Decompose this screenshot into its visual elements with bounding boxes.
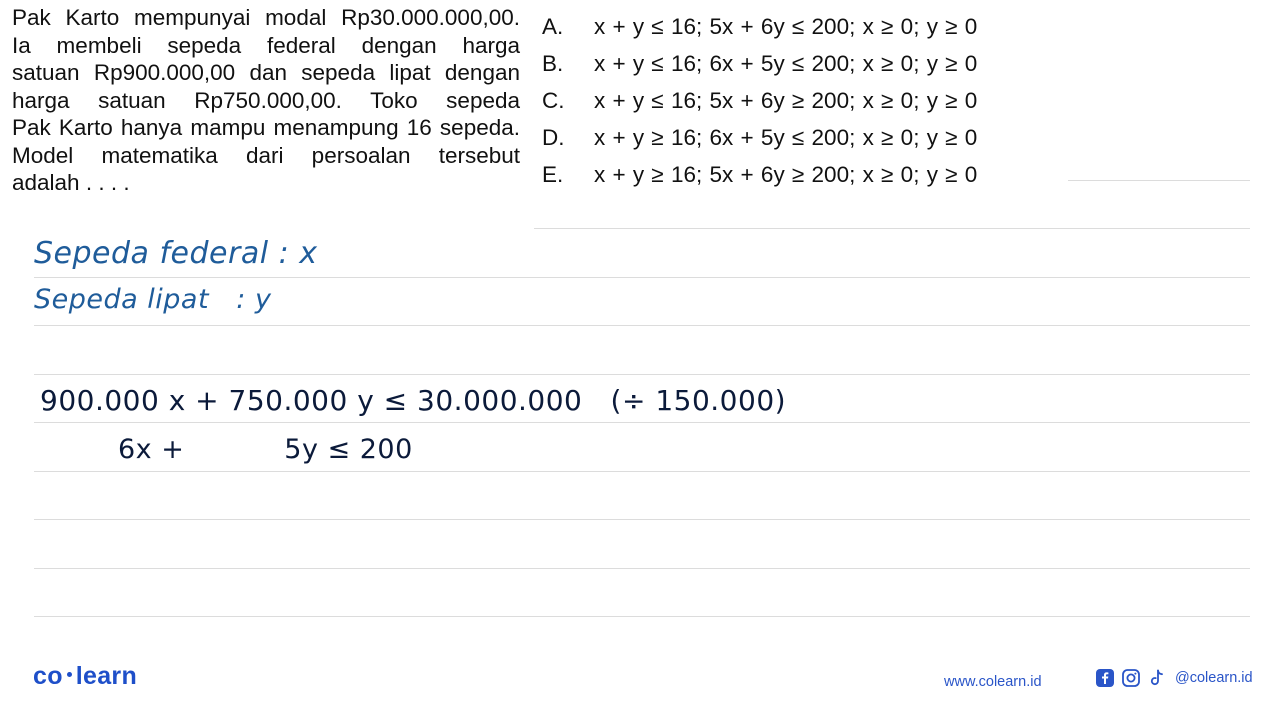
option-letter: E. <box>542 162 564 187</box>
option-letter: C. <box>542 88 565 113</box>
note-equation-original: 900.000 x + 750.000 y ≤ 30.000.000 (÷ 150.000) <box>40 384 787 417</box>
ruled-line <box>1068 180 1250 181</box>
ruled-line <box>34 519 1250 520</box>
ruled-line <box>34 616 1250 617</box>
option-c <box>542 82 977 119</box>
colearn-logo <box>33 662 137 691</box>
ruled-line <box>34 471 1250 472</box>
option-letter: D. <box>542 125 565 150</box>
question-line: adalah . . . . <box>12 170 130 195</box>
website-link[interactable]: www.colearn.id <box>944 674 1042 690</box>
answer-options <box>542 8 977 193</box>
option-text: x + y ≥ 16; 6x + 5y ≤ 200; x ≥ 0; y ≥ 0 <box>594 125 978 150</box>
question-line: Model matematika dari persoalan tersebut <box>12 142 520 168</box>
question-line: Pak Karto mempunyai modal Rp30.000.000,00. <box>12 5 520 30</box>
logo-part-co: co <box>33 662 63 690</box>
ruled-line <box>34 422 1250 423</box>
tiktok-icon[interactable] <box>1147 668 1167 688</box>
option-letter: A. <box>542 14 564 39</box>
facebook-icon[interactable] <box>1095 668 1115 688</box>
note-variable-x: Sepeda federal : x <box>34 236 318 271</box>
ruled-line <box>34 374 1250 375</box>
logo-dot <box>67 672 72 677</box>
note-variable-y: Sepeda lipat : y <box>34 284 272 315</box>
question-text <box>12 4 520 197</box>
option-text: x + y ≤ 16; 6x + 5y ≤ 200; x ≥ 0; y ≥ 0 <box>594 51 978 76</box>
question-line: Pak Karto hanya mampu menampung 16 sepeda. <box>12 115 520 140</box>
option-text: x + y ≥ 16; 5x + 6y ≥ 200; x ≥ 0; y ≥ 0 <box>594 162 978 187</box>
option-e <box>542 156 977 193</box>
question-line: harga satuan Rp750.000,00. Toko sepeda <box>12 87 520 113</box>
option-d <box>542 119 977 156</box>
instagram-icon[interactable] <box>1121 668 1141 688</box>
question-line: satuan Rp900.000,00 dan sepeda lipat dengan <box>12 60 520 85</box>
note-equation-simplified: 6x + 5y ≤ 200 <box>118 434 413 465</box>
ruled-line <box>34 325 1250 326</box>
option-text: x + y ≤ 16; 5x + 6y ≤ 200; x ≥ 0; y ≥ 0 <box>594 14 978 39</box>
ruled-line <box>34 277 1250 278</box>
question-line: Ia membeli sepeda federal dengan harga <box>12 32 520 58</box>
option-text: x + y ≤ 16; 5x + 6y ≥ 200; x ≥ 0; y ≥ 0 <box>594 88 978 113</box>
ruled-line <box>534 228 1250 229</box>
option-letter: B. <box>542 51 564 76</box>
social-links <box>1095 668 1253 688</box>
logo-part-learn: learn <box>75 662 138 690</box>
option-b <box>542 45 977 82</box>
ruled-line <box>34 568 1250 569</box>
option-a <box>542 8 977 45</box>
social-handle[interactable]: @colearn.id <box>1175 670 1253 686</box>
